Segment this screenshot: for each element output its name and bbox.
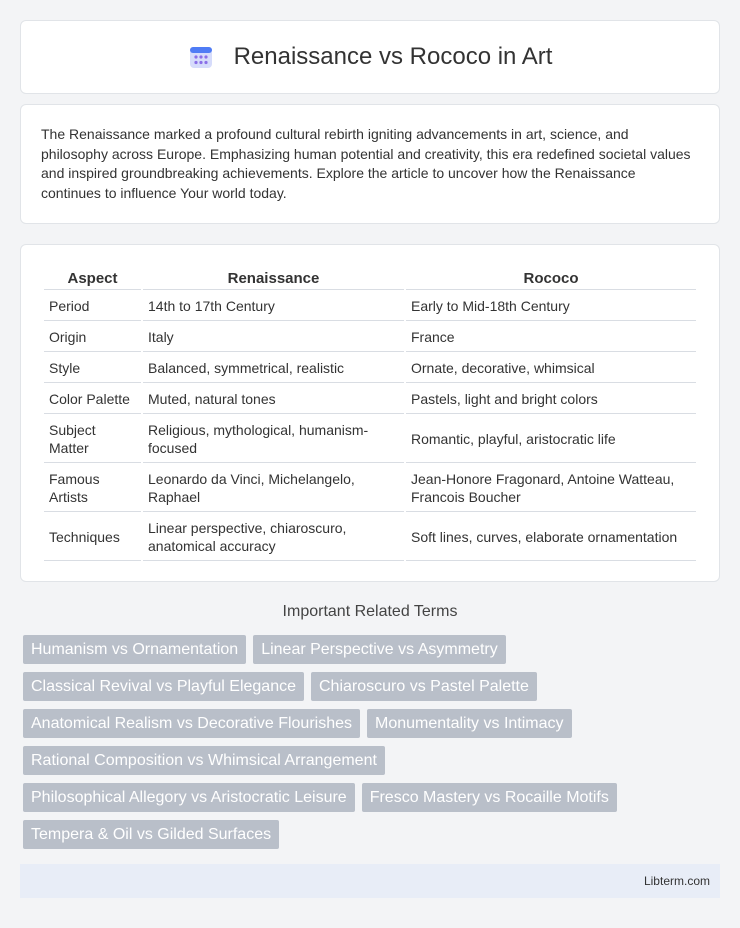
tag-row: [23, 820, 723, 849]
related-term-tag[interactable]: Anatomical Realism vs Decorative Flourishes: [23, 709, 360, 738]
tag-row: [23, 783, 723, 812]
table-cell: Techniques: [44, 514, 141, 561]
related-term-tag[interactable]: Fresco Mastery vs Rocaille Motifs: [362, 783, 617, 812]
table-cell: Early to Mid-18th Century: [406, 292, 696, 321]
related-term-tag[interactable]: Linear Perspective vs Asymmetry: [253, 635, 506, 664]
table-cell: Muted, natural tones: [143, 385, 404, 414]
table-cell: Italy: [143, 323, 404, 352]
table-cell: Jean-Honore Fragonard, Antoine Watteau, Francois Boucher: [406, 465, 696, 512]
related-term-tag[interactable]: Tempera & Oil vs Gilded Surfaces: [23, 820, 279, 849]
related-term-tag[interactable]: Monumentality vs Intimacy: [367, 709, 572, 738]
tag-row: [23, 672, 723, 701]
tag-row: [23, 746, 723, 775]
table-cell: Leonardo da Vinci, Michelangelo, Raphael: [143, 465, 404, 512]
comparison-table-card: [20, 244, 720, 582]
table-header-renaissance: Renaissance: [143, 267, 404, 290]
table-cell: Subject Matter: [44, 416, 141, 463]
table-row: [44, 514, 696, 561]
table-cell: Famous Artists: [44, 465, 141, 512]
related-terms-title: Important Related Terms: [282, 603, 458, 620]
header-card: [20, 20, 720, 94]
table-row: [44, 323, 696, 352]
table-cell: Soft lines, curves, elaborate ornamentation: [406, 514, 696, 561]
table-cell: Balanced, symmetrical, realistic: [143, 354, 404, 383]
related-term-tag[interactable]: Classical Revival vs Playful Elegance: [23, 672, 304, 701]
intro-text: The Renaissance marked a profound cultural rebirth igniting advancements in art, science, and philosophy across Europe. Emphasizing human potential and creativity, this era redefined societal values and inspired groundbreaking achievements. Explore the article to uncover how the Renaissance continues to influence Your world today.: [41, 126, 691, 201]
related-term-tag[interactable]: Humanism vs Ornamentation: [23, 635, 246, 664]
page-title: Renaissance vs Rococo in Art: [233, 43, 553, 70]
table-cell: Pastels, light and bright colors: [406, 385, 696, 414]
table-cell: 14th to 17th Century: [143, 292, 404, 321]
table-cell: Style: [44, 354, 141, 383]
related-term-tag[interactable]: Chiaroscuro vs Pastel Palette: [311, 672, 537, 701]
table-cell: Period: [44, 292, 141, 321]
table-cell: Origin: [44, 323, 141, 352]
table-row: [44, 465, 696, 512]
tag-row: [23, 635, 723, 664]
intro-card: [20, 104, 720, 224]
table-header-aspect: Aspect: [44, 267, 141, 290]
table-header-rococo: Rococo: [406, 267, 696, 290]
footer: [20, 864, 720, 898]
table-cell: Color Palette: [44, 385, 141, 414]
table-row: [44, 416, 696, 463]
related-term-tag[interactable]: Rational Composition vs Whimsical Arrangement: [23, 746, 385, 775]
table-cell: Religious, mythological, humanism-focused: [143, 416, 404, 463]
calendar-icon: [188, 44, 214, 70]
table-cell: Romantic, playful, aristocratic life: [406, 416, 696, 463]
related-term-tag[interactable]: Philosophical Allegory vs Aristocratic Leisure: [23, 783, 355, 812]
related-terms-list: [23, 635, 723, 857]
table-cell: Ornate, decorative, whimsical: [406, 354, 696, 383]
tag-row: [23, 709, 723, 738]
footer-site-link[interactable]: Libterm.com: [643, 874, 710, 888]
table-row: [44, 385, 696, 414]
comparison-table: [42, 265, 698, 563]
table-cell: France: [406, 323, 696, 352]
table-cell: Linear perspective, chiaroscuro, anatomical accuracy: [143, 514, 404, 561]
table-row: [44, 354, 696, 383]
table-row: [44, 292, 696, 321]
